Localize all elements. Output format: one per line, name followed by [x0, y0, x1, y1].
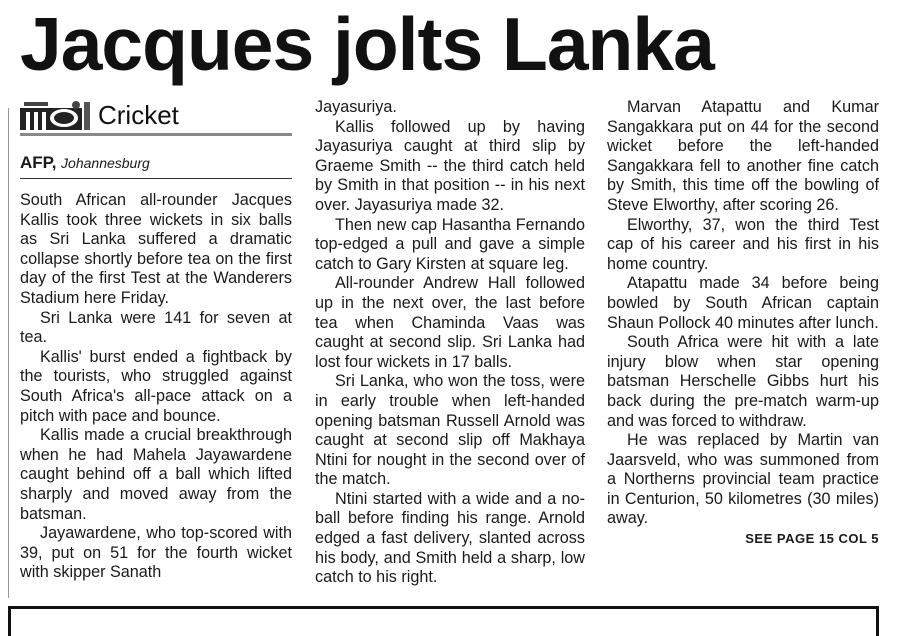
paragraph: Ntini started with a wide and a no-ball before finding his range. Arnold edged a fast delivery, slanted across his body, and Smith held a sharp, low catch to his right.: [315, 489, 585, 587]
article-column-1: [20, 100, 292, 583]
paragraph: Kallis made a crucial breakthrough when he had Mahela Jayawardene caught behind off a ball which lifted sharply and moved away from the batsman.: [20, 426, 292, 523]
byline: [20, 152, 292, 179]
paragraph: Jayawardene, who top-scored with 39, put on 51 for the fourth wicket with skipper Sanath: [20, 524, 292, 582]
paragraph: All-rounder Andrew Hall followed up in the next over, the last before tea when Chaminda Vaas was caught at second slip. Sri Lanka had lost four wickets in 17 balls.: [315, 274, 585, 371]
cricket-logo-icon: [20, 100, 92, 130]
paragraph: Atapattu made 34 before being bowled by South African captain Shaun Pollock 40 minutes after lunch.: [607, 274, 879, 332]
paragraph: Sri Lanka were 141 for seven at tea.: [20, 308, 292, 347]
column-rule: [8, 108, 9, 598]
paragraph: Kallis' burst ended a fightback by the tourists, who struggled against South Africa's all-pace attack on a pitch with pace and bounce.: [20, 347, 292, 425]
paragraph: Marvan Atapattu and Kumar Sangakkara put on 44 for the second wicket before the left-handed Sangakkara fell to another fine catch by Smith, this time off the bowling of Steve Elworthy, after scoring 26.: [607, 98, 879, 214]
paragraph: South Africa were hit with a late injury blow when star opening batsman Herschelle Gibbs hurt his back during the pre-match warm-up and was forced to withdraw.: [607, 333, 879, 430]
paragraph: He was replaced by Martin van Jaarsveld, who was summoned from a Northerns provincial team practice in Centurion, 50 kilometres (30 miles) away.: [607, 431, 879, 528]
article-column-3: [607, 98, 879, 549]
paragraph: Elworthy, 37, won the third Test cap of his career and his first in his home country.: [607, 215, 879, 273]
continuation-jump: SEE PAGE 15 COL 5: [745, 531, 879, 547]
paragraph: Jayasuriya.: [315, 98, 397, 116]
byline-agency: AFP,: [20, 153, 57, 172]
next-article-frame: [8, 606, 879, 636]
section-label: Cricket: [98, 100, 179, 130]
paragraph: Sri Lanka, who won the toss, were in early trouble when left-handed opening batsman Russell Arnold was caught at second slip off Makhaya Ntini for nought in the second over of the match.: [315, 372, 585, 489]
article-column-2: [315, 98, 585, 588]
paragraph: South African all-rounder Jacques Kallis took three wickets in six balls as Sri Lanka suffered a dramatic collapse shortly before tea on the first day of the first Test at the Wanderers Stadium here Friday.: [20, 191, 292, 307]
paragraph: Then new cap Hasantha Fernando top-edged a pull and gave a simple catch to Gary Kirsten at square leg.: [315, 215, 585, 273]
section-header: [20, 100, 292, 136]
byline-place: Johannesburg: [61, 155, 150, 171]
headline: Jacques jolts Lanka: [20, 2, 714, 86]
paragraph: Kallis followed up by having Jayasuriya caught at third slip by Graeme Smith -- the third catch held by Smith in that position -- in his next over. Jayasuriya made 32.: [315, 117, 585, 214]
